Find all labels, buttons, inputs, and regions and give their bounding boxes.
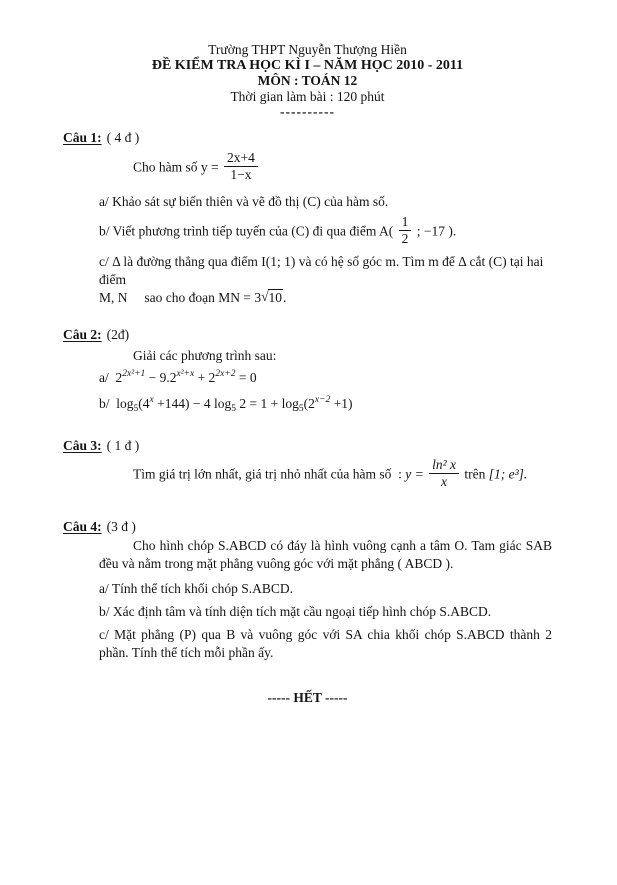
exam-title: ĐỀ KIỂM TRA HỌC KÌ I – NĂM HỌC 2010 - 2011 <box>151 57 464 73</box>
q1-item-c-line1: c/ Δ là đường thẳng qua điểm I(1; 1) và có hệ số góc m. Tìm m để Δ cắt (C) tại hai điểm <box>99 253 544 287</box>
q3-fraction-denominator: x <box>429 473 459 490</box>
question-2-points: (2đ) <box>106 326 130 342</box>
question-3 <box>63 437 552 492</box>
q4-item-c: c/ Mặt phẳng (P) qua B và vuông góc với SA chia khối chóp S.ABCD thành 2 phần. Tính thể tích mỗi phần ấy. <box>99 626 552 660</box>
question-3-label: Câu 3: <box>63 437 102 453</box>
q2-equation-b <box>99 395 552 413</box>
question-1-heading <box>63 129 552 147</box>
q1-item-c <box>99 253 552 307</box>
q2b-part4: 2 = 1 + log <box>235 395 299 411</box>
question-4 <box>63 518 552 662</box>
q2b-part3: +144) − 4 log <box>153 395 232 411</box>
q1-fraction-denominator: 1−x <box>224 166 258 183</box>
q2b-part2: (4 <box>138 395 150 411</box>
q2a-base1: 2 <box>115 369 123 385</box>
question-2-intro: Giải các phương trình sau: <box>133 347 277 363</box>
question-2-label: Câu 2: <box>63 326 102 342</box>
q1b-fraction-denominator: 2 <box>399 230 412 247</box>
question-1-intro-formula <box>133 149 552 185</box>
question-2-heading <box>63 326 552 344</box>
q1-item-b <box>99 213 552 249</box>
question-4-heading <box>63 518 552 536</box>
school-name: Trường THPT Nguyễn Thượng Hiền <box>208 42 407 57</box>
q2a-formula <box>116 370 257 385</box>
end-mark: ----- HẾT ----- <box>267 689 348 705</box>
q2b-logbase2: 5 <box>231 404 236 414</box>
duration-line: Thời gian làm bài : 120 phút <box>230 88 385 104</box>
q4-item-a: a/ Tính thể tích khối chóp S.ABCD. <box>99 580 293 596</box>
q1-item-b-tail: ; −17 ). <box>413 223 457 239</box>
q2a-exponent1: 2x²+1 <box>122 369 146 379</box>
q2-equation-a <box>99 369 552 387</box>
q2a-mid2: + 2 <box>194 369 216 385</box>
q2b-logbase3: 5 <box>298 404 304 414</box>
q2b-exponent1: x <box>149 395 154 405</box>
q2a-label: a/ <box>99 369 109 385</box>
sqrt-argument: 10 <box>268 289 283 305</box>
question-1 <box>63 129 552 307</box>
q2b-part6: +1) <box>330 395 353 411</box>
q3-fraction <box>429 457 459 490</box>
q1-fraction-numerator: 2x+4 <box>227 149 255 165</box>
question-1-points: ( 4 đ ) <box>106 129 140 145</box>
q2b-log1: log <box>116 395 134 411</box>
subject-line: MÔN : TOÁN 12 <box>257 73 358 88</box>
document-header <box>63 42 552 120</box>
q1-item-b-text: b/ Viết phương trình tiếp tuyến của (C) đi qua điểm A( <box>99 223 397 239</box>
question-3-heading <box>63 437 552 455</box>
q1-intro-text: Cho hàm số y = <box>133 159 222 175</box>
header-divider: ---------- <box>280 104 335 119</box>
q1-item-b-fraction <box>399 214 412 247</box>
question-3-statement <box>133 456 552 492</box>
q2b-label: b/ <box>99 395 110 411</box>
q2b-part5: (2 <box>303 395 315 411</box>
question-3-points: ( 1 đ ) <box>106 437 140 453</box>
q2b-logbase1: 5 <box>133 404 139 414</box>
q1-item-c-period: . <box>283 289 287 305</box>
question-4-intro: Cho hình chóp S.ABCD có đáy là hình vuông cạnh a tâm O. Tam giác SAB đều và nằm trong mặt phẳng vuông góc với mặt phẳng ( ABCD ). <box>99 537 552 571</box>
question-1-label: Câu 1: <box>63 129 102 145</box>
q4-item-b: b/ Xác định tâm và tính diện tích mặt cầu ngoại tiếp hình chóp S.ABCD. <box>99 603 492 619</box>
q3-fraction-numerator: ln² x <box>432 456 456 472</box>
q2a-exponent2: x²+x <box>176 369 195 379</box>
q1-item-c-line2: M, N sao cho đoạn MN = 3 <box>99 289 262 305</box>
sqrt-radical-symbol: √ <box>261 288 269 304</box>
q2a-equals-zero: = 0 <box>235 369 257 385</box>
question-4-points: (3 đ ) <box>106 518 136 534</box>
q2a-exponent3: 2x+2 <box>215 369 236 379</box>
q1-fraction <box>224 150 258 183</box>
q3-interval: [1; e³]. <box>488 466 528 482</box>
q2b-exponent2: x−2 <box>314 395 331 405</box>
q3-text: Tìm giá trị lớn nhất, giá trị nhỏ nhất của hàm số : <box>133 466 406 482</box>
q3-y-equals: y = <box>405 466 428 482</box>
question-4-label: Câu 4: <box>63 518 102 534</box>
q2a-mid1: − 9.2 <box>145 369 177 385</box>
q2b-formula <box>116 395 353 414</box>
q1-item-a: a/ Khảo sát sự biến thiên và vẽ đồ thị (C) của hàm số. <box>99 193 389 209</box>
q3-tren: trên <box>461 466 489 482</box>
q1b-fraction-numerator: 1 <box>401 213 409 229</box>
question-2 <box>63 326 552 413</box>
